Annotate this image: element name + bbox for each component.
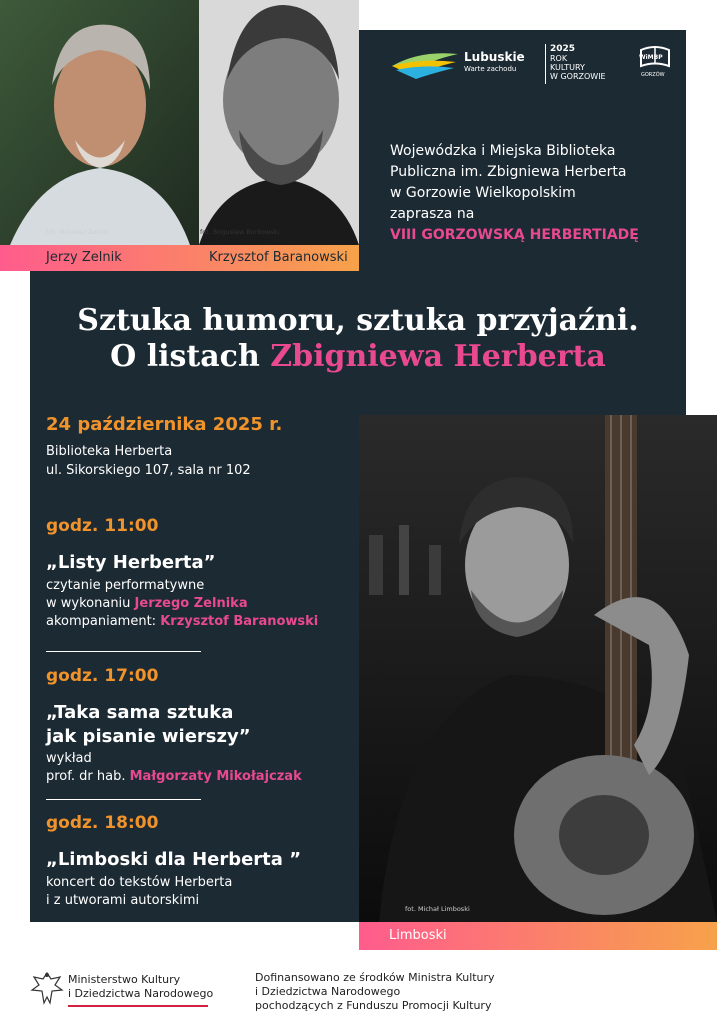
program-2-title-line2: jak pisanie wierszy”: [46, 726, 251, 747]
rok-kultury-logo: [545, 44, 630, 84]
limboski-photo-credit: fot. Michał Limboski: [405, 905, 470, 913]
ministry-flag-line: [68, 1005, 208, 1007]
wimbp-sub: GORZÓW: [641, 72, 665, 78]
limboski-photo: [359, 415, 717, 922]
program-1-time: godz. 11:00: [46, 516, 159, 536]
program-1-desc2-prefix: w wykonaniu: [46, 596, 135, 611]
zelnik-name-bar: [0, 245, 359, 271]
intro-line3: w Gorzowie Wielkopolskim: [390, 185, 576, 201]
intro-line2: Publiczna im. Zbigniewa Herberta: [390, 164, 627, 180]
page-title: [30, 303, 686, 375]
funding-line3: pochodzących z Funduszu Promocji Kultury: [255, 999, 492, 1012]
divider: [46, 799, 201, 800]
program-3-time: godz. 18:00: [46, 813, 159, 833]
intro-line1: Wojewódzka i Miejska Biblioteka: [390, 143, 616, 159]
program-2-desc: [46, 750, 302, 786]
program-3-desc-line2: i z utworami autorskimi: [46, 893, 200, 908]
eagle-icon: [30, 970, 64, 1006]
intro-line4: zaprasza na: [390, 206, 475, 222]
funding-note: [255, 971, 495, 1013]
wimbp-logo: [638, 44, 672, 82]
program-2-desc2-prefix: prof. dr hab.: [46, 769, 130, 784]
zelnik-photo: [0, 0, 199, 245]
venue: [46, 442, 251, 480]
baranowski-photo-credit: fot. Bogusław Borkowski: [200, 228, 280, 236]
program-2-title-line1: „Taka sama sztuka: [46, 702, 234, 723]
ministry-line1: Ministerstwo Kultury: [68, 973, 181, 986]
program-3-desc-line1: koncert do tekstów Herberta: [46, 875, 233, 890]
divider: [46, 651, 201, 652]
limboski-name-bar: [359, 922, 717, 950]
program-3-title: „Limboski dla Herberta ”: [46, 849, 302, 870]
event-date: 24 października 2025 r.: [46, 414, 283, 435]
zelnik-photo-credit: fot. Mateusz Zelnik: [46, 228, 109, 236]
title-line1: Sztuka humoru, sztuka przyjaźni.: [77, 303, 639, 338]
rok-kultury-line3: W GORZOWIE: [550, 72, 606, 81]
rok-kultury-year: 2025: [550, 44, 576, 54]
lubuskie-emblem: [390, 46, 460, 80]
ministry-line2: i Dziedzictwa Narodowego: [68, 987, 214, 1000]
title-highlight: Zbigniewa Herberta: [270, 339, 606, 374]
program-1-desc-line2: [46, 595, 318, 613]
program-1-accompanist: Krzysztof Baranowski: [160, 614, 319, 629]
program-3-desc: [46, 874, 232, 910]
venue-line1: Biblioteka Herberta: [46, 444, 173, 459]
intro-text: [390, 141, 680, 246]
program-1-performer: Jerzego Zelnika: [134, 596, 248, 611]
lubuskie-name: Lubuskie: [464, 50, 525, 64]
rok-kultury-line1: ROK: [550, 54, 568, 63]
baranowski-photo: [199, 0, 359, 245]
title-line2: [30, 339, 686, 375]
program-2-desc-line1: wykład: [46, 751, 92, 766]
wimbp-name: WiMBP: [639, 54, 663, 61]
program-1-title: „Listy Herberta”: [46, 552, 216, 573]
limboski-name: Limboski: [389, 928, 447, 943]
funding-line1: Dofinansowano ze środków Ministra Kultury: [255, 971, 495, 984]
event-name: VIII GORZOWSKĄ HERBERTIADĘ: [390, 227, 639, 243]
program-1-desc3-prefix: akompaniament:: [46, 614, 161, 629]
program-2-time: godz. 17:00: [46, 666, 159, 686]
baranowski-name: Krzysztof Baranowski: [209, 250, 348, 265]
program-2-desc-line2: [46, 768, 302, 786]
program-2-lecturer: Małgorzaty Mikołajczak: [129, 769, 302, 784]
title-line2-prefix: O listach: [110, 339, 271, 374]
program-1-desc-line1: czytanie performatywne: [46, 578, 205, 593]
lubuskie-logo: [390, 46, 538, 80]
funding-line2: i Dziedzictwa Narodowego: [255, 985, 401, 998]
zelnik-name: Jerzy Zelnik: [46, 250, 122, 265]
venue-line2: ul. Sikorskiego 107, sala nr 102: [46, 463, 251, 478]
program-2-title: [46, 701, 251, 749]
program-1-desc: [46, 577, 318, 631]
program-1-desc-line3: [46, 613, 318, 631]
ministry-logo: [30, 970, 220, 1010]
lubuskie-tagline: Warte zachodu: [464, 65, 517, 73]
rok-kultury-line2: KULTURY: [550, 63, 585, 72]
